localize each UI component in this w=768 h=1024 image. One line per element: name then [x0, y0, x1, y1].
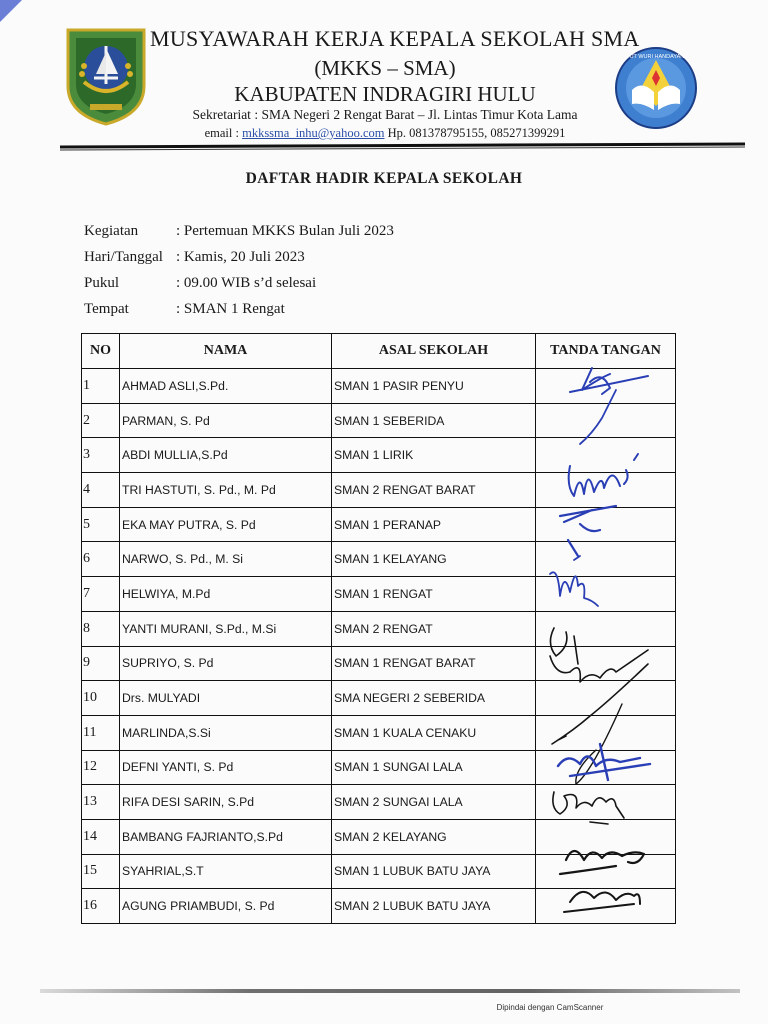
- school-name: SMAN 2 LUBUK BATU JAYA: [332, 889, 536, 924]
- table-row: [82, 681, 676, 716]
- header-signature: TANDA TANGAN: [536, 334, 676, 369]
- principal-name: MARLINDA,S.Si: [120, 715, 332, 750]
- info-label: Kegiatan: [84, 222, 139, 239]
- header-name: NAMA: [120, 334, 332, 369]
- table-row: [82, 473, 676, 508]
- info-value: : 09.00 WIB s’d selesai: [176, 274, 317, 291]
- principal-name: DEFNI YANTI, S. Pd: [120, 750, 332, 785]
- info-row-activity: [84, 218, 394, 244]
- school-name: SMAN 1 PERANAP: [332, 507, 536, 542]
- row-number: 8: [82, 611, 120, 646]
- school-name: SMAN 1 KUALA CENAKU: [332, 715, 536, 750]
- event-info: [84, 218, 394, 322]
- tut-wuri-handayani-logo: [610, 46, 702, 130]
- table-row: [82, 785, 676, 820]
- row-number: 12: [82, 750, 120, 785]
- signature-cell: [536, 854, 676, 889]
- signature-cell: [536, 785, 676, 820]
- table-row: [82, 646, 676, 681]
- document-title: DAFTAR HADIR KEPALA SEKOLAH: [245, 170, 523, 187]
- row-number: 14: [82, 819, 120, 854]
- row-number: 16: [82, 889, 120, 924]
- principal-name: RIFA DESI SARIN, S.Pd: [120, 785, 332, 820]
- signature-cell: [536, 507, 676, 542]
- school-name: SMAN 2 SUNGAI LALA: [332, 785, 536, 820]
- org-abbreviation: (MKKS – SMA): [314, 56, 456, 80]
- table-row: [82, 819, 676, 854]
- row-number: 10: [82, 681, 120, 716]
- row-number: 13: [82, 785, 120, 820]
- signature-cell: [536, 611, 676, 646]
- info-label: Pukul: [84, 274, 120, 291]
- regency-name: KABUPATEN INDRAGIRI HULU: [234, 82, 536, 106]
- row-number: 7: [82, 577, 120, 612]
- principal-name: ABDI MULLIA,S.Pd: [120, 438, 332, 473]
- school-name: SMAN 1 PASIR PENYU: [332, 369, 536, 404]
- principal-name: YANTI MURANI, S.Pd., M.Si: [120, 611, 332, 646]
- contact-line: [150, 126, 620, 141]
- principal-name: AGUNG PRIAMBUDI, S. Pd: [120, 889, 332, 924]
- school-name: SMAN 1 SUNGAI LALA: [332, 750, 536, 785]
- info-row-date: [84, 244, 394, 270]
- table-row: [82, 854, 676, 889]
- signature-cell: [536, 889, 676, 924]
- principal-name: AHMAD ASLI,S.Pd.: [120, 369, 332, 404]
- row-number: 15: [82, 854, 120, 889]
- principal-name: SYAHRIAL,S.T: [120, 854, 332, 889]
- info-row-time: [84, 270, 394, 296]
- school-name: SMAN 1 RENGAT: [332, 577, 536, 612]
- info-value: : SMAN 1 Rengat: [176, 300, 285, 317]
- row-number: 11: [82, 715, 120, 750]
- regency-logo: [64, 26, 148, 126]
- scanner-watermark: Dipindai dengan CamScanner: [496, 1003, 604, 1012]
- page-bottom-edge: [40, 989, 740, 993]
- principal-name: NARWO, S. Pd., M. Si: [120, 542, 332, 577]
- table-row: [82, 577, 676, 612]
- school-name: SMAN 1 RENGAT BARAT: [332, 646, 536, 681]
- phone-numbers: Hp. 081378795155, 085271399291: [384, 126, 566, 140]
- principal-name: TRI HASTUTI, S. Pd., M. Pd: [120, 473, 332, 508]
- school-name: SMA NEGERI 2 SEBERIDA: [332, 681, 536, 716]
- school-name: SMAN 2 KELAYANG: [332, 819, 536, 854]
- school-name: SMAN 1 LUBUK BATU JAYA: [332, 854, 536, 889]
- signature-cell: [536, 542, 676, 577]
- table-row: [82, 750, 676, 785]
- row-number: 1: [82, 369, 120, 404]
- table-row: [82, 438, 676, 473]
- info-label: Tempat: [84, 300, 129, 317]
- signature-cell: [536, 473, 676, 508]
- principal-name: BAMBANG FAJRIANTO,S.Pd: [120, 819, 332, 854]
- table-row: [82, 611, 676, 646]
- signature-cell: [536, 646, 676, 681]
- table-row: [82, 542, 676, 577]
- email-label: email :: [204, 126, 243, 140]
- logo-motto-text: TUT WURI HANDAYANI: [626, 54, 686, 60]
- signature-cell: [536, 577, 676, 612]
- signature-cell: [536, 750, 676, 785]
- row-number: 9: [82, 646, 120, 681]
- signature-cell: [536, 403, 676, 438]
- info-label: Hari/Tanggal: [84, 248, 163, 265]
- principal-name: SUPRIYO, S. Pd: [120, 646, 332, 681]
- school-name: SMAN 2 RENGAT: [332, 611, 536, 646]
- secretariat-address: Sekretariat : SMA Negeri 2 Rengat Barat – Jl. Lintas Timur Kota Lama: [192, 107, 578, 122]
- row-number: 6: [82, 542, 120, 577]
- email-link[interactable]: mkkssma_inhu@yahoo.com: [242, 126, 385, 140]
- header-school: ASAL SEKOLAH: [332, 334, 536, 369]
- info-row-place: [84, 296, 394, 322]
- header-no: NO: [82, 334, 120, 369]
- table-header-row: [82, 334, 676, 369]
- principal-name: PARMAN, S. Pd: [120, 403, 332, 438]
- info-value: : Pertemuan MKKS Bulan Juli 2023: [176, 222, 394, 239]
- info-value: : Kamis, 20 Juli 2023: [176, 248, 305, 265]
- table-row: [82, 715, 676, 750]
- signature-cell: [536, 715, 676, 750]
- school-name: SMAN 1 KELAYANG: [332, 542, 536, 577]
- school-name: SMAN 1 SEBERIDA: [332, 403, 536, 438]
- row-number: 4: [82, 473, 120, 508]
- row-number: 5: [82, 507, 120, 542]
- table-row: [82, 403, 676, 438]
- attendance-table: [81, 333, 676, 924]
- school-name: SMAN 1 LIRIK: [332, 438, 536, 473]
- signature-cell: [536, 369, 676, 404]
- principal-name: EKA MAY PUTRA, S. Pd: [120, 507, 332, 542]
- table-row: [82, 507, 676, 542]
- school-name: SMAN 2 RENGAT BARAT: [332, 473, 536, 508]
- table-row: [82, 889, 676, 924]
- principal-name: Drs. MULYADI: [120, 681, 332, 716]
- signature-cell: [536, 681, 676, 716]
- signature-cell: [536, 819, 676, 854]
- principal-name: HELWIYA, M.Pd: [120, 577, 332, 612]
- table-row: [82, 369, 676, 404]
- row-number: 3: [82, 438, 120, 473]
- page-corner-mark: [0, 0, 22, 22]
- signature-cell: [536, 438, 676, 473]
- org-name: MUSYAWARAH KERJA KEPALA SEKOLAH SMA: [150, 26, 640, 51]
- row-number: 2: [82, 403, 120, 438]
